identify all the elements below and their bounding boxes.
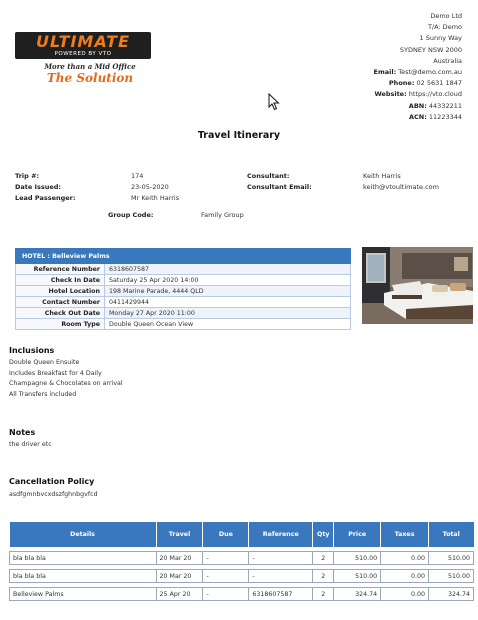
company-phone: 02 5631 1847 (416, 79, 462, 88)
hotel-field-label: Room Type (16, 319, 105, 330)
company-acn-label: ACN: (408, 112, 427, 121)
consultant-label: Consultant: (247, 172, 290, 180)
inclusions-list (9, 358, 123, 400)
column-header: Total (429, 522, 474, 547)
company-acn: 11223344 (428, 112, 462, 121)
logo-tagline-solution: The Solution (46, 71, 134, 85)
column-header: Travel (156, 522, 203, 547)
column-header: Taxes (381, 522, 429, 547)
hotel-field-value: 0411429944 (105, 297, 351, 308)
item-travel: 20 Mar 20 (156, 570, 203, 583)
hotel-field-label: Check Out Date (16, 308, 105, 319)
hotel-room-photo (362, 247, 473, 324)
item-price: 324.74 (334, 588, 381, 601)
item-total: 510.00 (429, 552, 474, 565)
item-reference: - (249, 552, 313, 565)
inclusions-title: Inclusions (9, 346, 55, 355)
item-travel: 20 Mar 20 (156, 552, 203, 565)
item-due: - (203, 570, 249, 583)
cancellation-title: Cancellation Policy (9, 477, 95, 486)
table-row (16, 264, 351, 275)
hotel-field-value: 6318607587 (105, 264, 351, 275)
consultant-email-label: Consultant Email: (247, 183, 312, 191)
table-row (16, 297, 351, 308)
column-header: Details (10, 522, 157, 547)
item-taxes: 0.00 (381, 570, 429, 583)
item-details: bla bla bla (10, 552, 157, 565)
table-header-row (10, 522, 474, 547)
list-item: All Transfers included (9, 390, 77, 398)
table-row (16, 286, 351, 297)
company-address-line2: SYDNEY NSW 2000 (399, 45, 462, 54)
date-issued: 23-05-2020 (131, 183, 169, 191)
mouse-pointer-icon (268, 93, 280, 111)
column-header: Qty (313, 522, 334, 547)
hotel-field-value: Double Queen Ocean View (105, 319, 351, 330)
notes-title: Notes (9, 428, 36, 437)
company-phone-label: Phone: (388, 79, 415, 88)
item-due: - (203, 552, 249, 565)
logo-wordmark: ULTIMATE (35, 32, 131, 51)
company-website-label: Website: (374, 90, 407, 99)
item-travel: 25 Apr 20 (156, 588, 203, 601)
company-email-row (374, 67, 462, 78)
logo-tagline: More than a Mid Office (44, 62, 136, 71)
lead-passenger: Mr Keith Harris (131, 194, 180, 202)
hotel-field-value: Saturday 25 Apr 2020 14:00 (105, 275, 351, 286)
consultant: Keith Harris (363, 172, 401, 180)
column-header: Reference (249, 522, 313, 547)
hotel-details-table (15, 248, 351, 330)
company-phone-row (374, 78, 462, 89)
table-row (10, 588, 474, 601)
item-taxes: 0.00 (381, 552, 429, 565)
table-row (16, 308, 351, 319)
item-total: 510.00 (429, 570, 474, 583)
company-abn: 44332211 (428, 101, 462, 110)
item-total: 324.74 (429, 588, 474, 601)
item-details: bla bla bla (10, 570, 157, 583)
trip-number-label: Trip #: (15, 172, 40, 180)
booking-items-table (9, 522, 474, 601)
trip-number: 174 (131, 172, 144, 180)
hotel-header: HOTEL : Belleview Palms (16, 249, 351, 264)
item-details: Belleview Palms (10, 588, 157, 601)
item-qty: 2 (313, 588, 334, 601)
hotel-field-value: 198 Marine Parade, 4444 QLD (105, 286, 351, 297)
hotel-field-label: Reference Number (16, 264, 105, 275)
company-abn-row (374, 101, 462, 112)
company-email-label: Email: (373, 68, 397, 77)
consultant-email[interactable]: keith@vtoultimate.com (363, 183, 439, 191)
hotel-field-label: Contact Number (16, 297, 105, 308)
logo-subtitle: POWERED BY VTO (54, 51, 112, 57)
cancellation-text: asdfgmnbvcxdszfghnbgvfcd (9, 491, 98, 498)
table-row (16, 319, 351, 330)
list-item: Includes Breakfast for 4 Daily (9, 369, 102, 377)
group-code-label: Group Code: (108, 211, 154, 219)
table-row (10, 570, 474, 583)
date-issued-label: Date Issued: (15, 183, 62, 191)
notes-text: the driver etc (9, 441, 52, 448)
item-reference: - (249, 570, 313, 583)
company-logo (15, 32, 151, 59)
column-header: Price (334, 522, 381, 547)
page-title: Travel Itinerary (197, 130, 281, 141)
item-qty: 2 (313, 552, 334, 565)
company-name: Demo Ltd (430, 12, 462, 20)
item-due: - (203, 588, 249, 601)
group-code: Family Group (201, 211, 244, 219)
company-acn-row (374, 112, 462, 123)
item-price: 510.00 (334, 552, 381, 565)
list-item: Double Queen Ensuite (9, 359, 80, 366)
company-email[interactable]: Test@demo.com.au (398, 68, 462, 77)
hotel-field-value: Monday 27 Apr 2020 11:00 (105, 308, 351, 319)
table-row (10, 552, 474, 565)
company-website[interactable]: https://vto.cloud (408, 90, 462, 99)
company-country: Australia (433, 56, 462, 65)
item-reference: 6318607587 (249, 588, 313, 601)
item-price: 510.00 (334, 570, 381, 583)
company-abn-label: ABN: (408, 101, 427, 110)
hotel-field-label: Check In Date (16, 275, 105, 286)
company-address-line1: 1 Sunny Way (419, 34, 462, 43)
company-trading-as: T/A: Demo (427, 23, 462, 32)
hotel-field-label: Hotel Location (16, 286, 105, 297)
list-item: Champagne & Chocolates on arrival (9, 380, 123, 387)
company-website-row (374, 89, 462, 100)
lead-passenger-label: Lead Passenger: (15, 194, 76, 202)
company-details (374, 11, 462, 123)
table-row (16, 275, 351, 286)
item-taxes: 0.00 (381, 588, 429, 601)
item-qty: 2 (313, 570, 334, 583)
column-header: Due (203, 522, 249, 547)
